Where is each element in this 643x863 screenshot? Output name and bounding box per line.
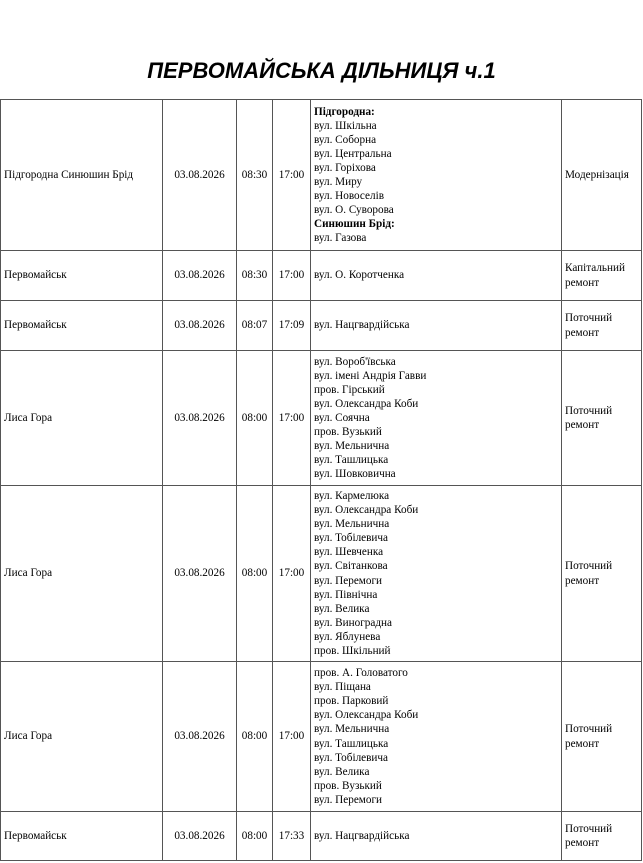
street-item: вул. Шкільна (314, 119, 377, 132)
street-item: вул. Газова (314, 232, 367, 245)
street-item: пров. Вузький (314, 779, 382, 792)
end-time-cell: 17:33 (273, 812, 311, 861)
locality-cell: Лиса Гора (1, 662, 163, 812)
street-item: вул. Перемоги (314, 793, 383, 806)
table-row (1, 351, 642, 486)
work-type-cell: Капітальний ремонт (562, 251, 642, 301)
street-item: вул. Піщана (314, 681, 371, 694)
locality-subheader: Підгородна: (314, 105, 375, 118)
date-cell: 03.08.2026 (163, 301, 237, 351)
street-item: вул. Горіхова (314, 161, 376, 174)
street-item: пров. Парковий (314, 695, 389, 708)
end-time-cell: 17:00 (273, 486, 311, 662)
end-time-cell: 17:00 (273, 251, 311, 301)
page-title: ПЕРВОМАЙСЬКА ДІЛЬНИЦЯ ч.1 (147, 58, 496, 83)
streets-cell (311, 301, 562, 351)
table-row (1, 301, 642, 351)
street-item: пров. Гірський (314, 383, 385, 396)
street-item: вул. Миру (314, 176, 363, 188)
date-cell: 03.08.2026 (163, 251, 237, 301)
table-row (1, 100, 642, 251)
street-item: вул. Нацгвардійська (314, 319, 410, 332)
street-item: вул. Олександра Коби (314, 397, 419, 410)
street-item: вул. імені Андрія Гавви (314, 369, 427, 382)
locality-cell: Первомайськ (1, 812, 163, 861)
work-type-cell: Модернізація (562, 100, 642, 251)
street-item: вул. Тобілевича (314, 751, 388, 764)
table-row (1, 486, 642, 662)
street-item: вул. Соячна (314, 411, 370, 424)
work-type-cell: Поточний ремонт (562, 662, 642, 812)
outage-schedule-body (1, 100, 642, 861)
street-item: вул. Мельнична (314, 518, 390, 531)
locality-cell: Лиса Гора (1, 486, 163, 662)
streets-cell (311, 251, 562, 301)
street-item: вул. Яблунева (314, 630, 381, 643)
street-item: пров. Вузький (314, 426, 382, 439)
street-item: вул. Центральна (314, 147, 392, 160)
locality-subheader: Синюшин Брід: (314, 218, 395, 231)
end-time-cell: 17:00 (273, 662, 311, 812)
street-item: вул. Перемоги (314, 574, 383, 587)
table-row (1, 662, 642, 812)
street-item: пров. А. Головатого (314, 667, 408, 680)
work-type-cell: Поточний ремонт (562, 812, 642, 861)
locality-cell: Лиса Гора (1, 351, 163, 486)
street-item: вул. Мельнична (314, 723, 390, 736)
street-item: вул. Шевченка (314, 546, 384, 559)
streets-cell (311, 486, 562, 662)
date-cell: 03.08.2026 (163, 486, 237, 662)
streets-cell (311, 812, 562, 861)
date-cell: 03.08.2026 (163, 812, 237, 861)
street-item: вул. Велика (314, 765, 370, 778)
locality-cell: Первомайськ (1, 301, 163, 351)
street-item: вул. Шовковична (314, 468, 396, 481)
street-item: вул. Тобілевича (314, 532, 388, 545)
start-time-cell: 08:00 (237, 486, 273, 662)
start-time-cell: 08:00 (237, 351, 273, 486)
date-cell: 03.08.2026 (163, 662, 237, 812)
street-item: вул. Кармелюка (314, 489, 390, 502)
street-item: вул. Нацгвардійська (314, 829, 410, 842)
table-row (1, 251, 642, 301)
locality-cell: Первомайськ (1, 251, 163, 301)
street-item: вул. Вороб'ївська (314, 355, 396, 368)
streets-cell (311, 100, 562, 251)
start-time-cell: 08:30 (237, 100, 273, 251)
street-item: вул. Ташлицька (314, 737, 389, 750)
table-row (1, 812, 642, 861)
street-item: вул. О. Коротченка (314, 269, 405, 282)
streets-cell (311, 662, 562, 812)
street-item: пров. Шкільний (314, 644, 391, 657)
streets-cell (311, 351, 562, 486)
street-item: вул. Новоселів (314, 190, 384, 203)
work-type-cell: Поточний ремонт (562, 351, 642, 486)
street-item: вул. Олександра Коби (314, 504, 419, 517)
date-cell: 03.08.2026 (163, 351, 237, 486)
end-time-cell: 17:00 (273, 100, 311, 251)
street-item: вул. Ташлицька (314, 454, 389, 467)
street-item: вул. Світанкова (314, 560, 388, 573)
end-time-cell: 17:09 (273, 301, 311, 351)
street-item: вул. Соборна (314, 133, 377, 146)
street-item: вул. О. Суворова (314, 204, 394, 217)
start-time-cell: 08:30 (237, 251, 273, 301)
outage-schedule-table (0, 99, 642, 861)
end-time-cell: 17:00 (273, 351, 311, 486)
work-type-cell: Поточний ремонт (562, 486, 642, 662)
start-time-cell: 08:07 (237, 301, 273, 351)
street-item: вул. Північна (314, 588, 378, 601)
date-cell: 03.08.2026 (163, 100, 237, 251)
locality-cell: Підгородна Синюшин Брід (1, 100, 163, 251)
work-type-cell: Поточний ремонт (562, 301, 642, 351)
street-item: вул. Велика (314, 602, 370, 615)
start-time-cell: 08:00 (237, 812, 273, 861)
street-item: вул. Виноградна (314, 616, 393, 629)
street-item: вул. Олександра Коби (314, 709, 419, 722)
start-time-cell: 08:00 (237, 662, 273, 812)
street-item: вул. Мельнична (314, 440, 390, 453)
